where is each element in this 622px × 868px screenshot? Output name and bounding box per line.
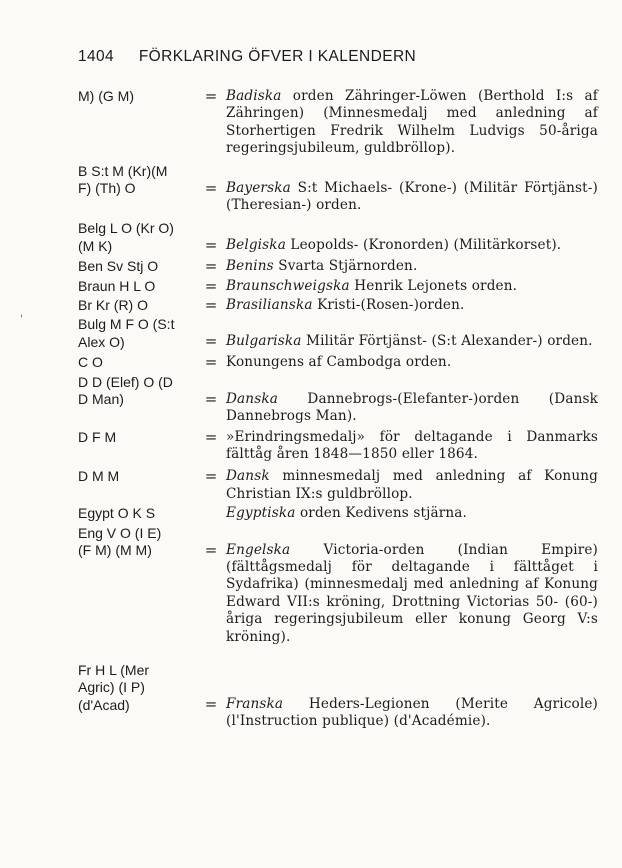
equals-sign: = [204,296,218,315]
glossary-entry [78,163,598,215]
entry-abbreviation: D F M [78,428,117,445]
entry-abbreviation: Br Kr (R) O [78,297,148,314]
equals-sign: = [204,236,218,255]
equals-sign: = [204,389,218,408]
glossary-entry [78,505,598,522]
entry-text: Konungens af Cambodga orden. [226,354,452,371]
entry-text: Victoria-orden (Indian Empire) (fälttågsmedalj för deltagande i fälttåget i Sydafrika) (minnesmedalj med anledning af Konung Edward VII:s kröning, Drottning Victorias 50- (60-) åriga regeringsjubileum eller konung Georg V:s kröning). [226,541,598,645]
entry-abbreviation: Belg L O (Kr O) (M K) [78,220,174,254]
entry-abbreviation: B S:t M (Kr)(M F) (Th) O [78,162,168,197]
glossary-list [78,88,598,733]
entry-text: minnesmedalj med anledning af Konung Christian IX:s guldbröllop. [226,468,598,502]
entry-description [226,163,598,215]
entry-country: Bayerska [226,179,291,196]
entry-country: Bulgariska [226,333,302,350]
entry-abbreviation: Ben Sv Stj O [78,258,159,275]
entry-description [226,220,598,254]
equals-sign: = [204,257,218,276]
entry-country: Franska [226,695,284,712]
entry-description [226,278,598,295]
glossary-entry [78,278,598,295]
glossary-entry [78,374,598,426]
glossary-entry [78,525,598,646]
entry-country: Badiska [226,88,282,104]
entry-abbreviation: Bulg M F O (S:t Alex O) [78,316,175,350]
equals-sign: = [204,540,218,559]
entry-country: Benins [226,258,274,275]
equals-sign: = [204,467,218,486]
page-number: 1404 [78,48,115,65]
glossary-entry [78,297,598,314]
equals-sign: = [204,353,218,372]
entry-country: Belgiska [226,237,286,254]
equals-sign: = [204,178,218,197]
entry-text: orden Zähringer-Löwen (Berthold I:s af Zähringen) (Minnesmedalj med anledning af Storhertigen Fredrik Wilhelm Ludvigs 50-åriga regeringsjubileum, guldbröllop). [226,88,598,157]
entry-description [226,316,598,350]
entry-text: Svarta Stjärnorden. [273,258,418,275]
entry-description [226,88,598,158]
glossary-entry [78,258,598,275]
entry-country: Dansk [226,468,270,485]
entry-abbreviation: D M M [78,468,120,485]
equals-sign: = [204,694,218,713]
entry-abbreviation: C O [78,354,103,371]
running-title: FÖRKLARING ÖFVER I KALENDERN [138,48,417,65]
glossary-entry [78,220,598,255]
entry-description [226,297,598,314]
equals-sign: = [204,427,218,446]
entry-text: »Erindringsmedalj» för deltagande i Danmarks fälttåg åren 1848—1850 eller 1864. [226,428,598,462]
entry-text: Militär Förtjänst- (S:t Alexander-) orden. [301,333,593,350]
entry-description [226,468,598,503]
glossary-entry [78,429,598,464]
entry-description [226,429,598,464]
margin-mark: ' [20,314,23,325]
entry-abbreviation: Fr H L (Mer Agric) (I P) (d'Acad) [78,661,150,713]
entry-description [226,354,598,371]
entry-abbreviation: Egypt O K S [78,505,156,522]
entry-description [226,525,598,646]
entry-country: Danska [226,390,278,407]
equals-sign: = [204,332,218,351]
entry-abbreviation: Braun H L O [78,277,156,294]
entry-description [226,374,598,426]
entry-country: Engelska [226,541,291,558]
entry-text: Kristi-(Rosen-)orden. [312,297,465,314]
entry-abbreviation: M) (G M) [78,88,134,104]
glossary-entry [78,316,598,351]
entry-country: Egyptiska [226,505,296,522]
page-header [78,48,582,66]
equals-sign: = [204,87,218,105]
entry-description [226,505,598,522]
entry-country: Braunschweigska [226,277,350,294]
entry-abbreviation: D D (Elef) O (D D Man) [78,373,173,408]
entry-text: S:t Michaels- (Krone-) (Militär Förtjänst-) (Theresian-) orden. [226,179,598,214]
entry-abbreviation: Eng V O (I E) (F M) (M M) [78,524,162,558]
entry-text: Henrik Lejonets orden. [349,277,518,294]
glossary-entry [78,468,598,503]
glossary-entry [78,354,598,371]
entry-description [226,258,598,275]
entry-text: Heders-Legionen (Merite Agricole) (l'Instruction publique) (d'Académie). [226,695,598,730]
equals-sign: = [204,276,218,295]
entry-text: Dannebrogs-(Elefanter-)orden (Dansk Dannebrogs Man). [226,390,598,425]
glossary-entry [78,662,598,731]
entry-text: Leopolds- (Kronorden) (Militärkorset). [285,237,562,254]
entry-description [226,662,598,731]
glossary-entry [78,88,598,158]
entry-country: Brasilianska [226,297,313,314]
entry-text: orden Kedivens stjärna. [295,505,468,522]
